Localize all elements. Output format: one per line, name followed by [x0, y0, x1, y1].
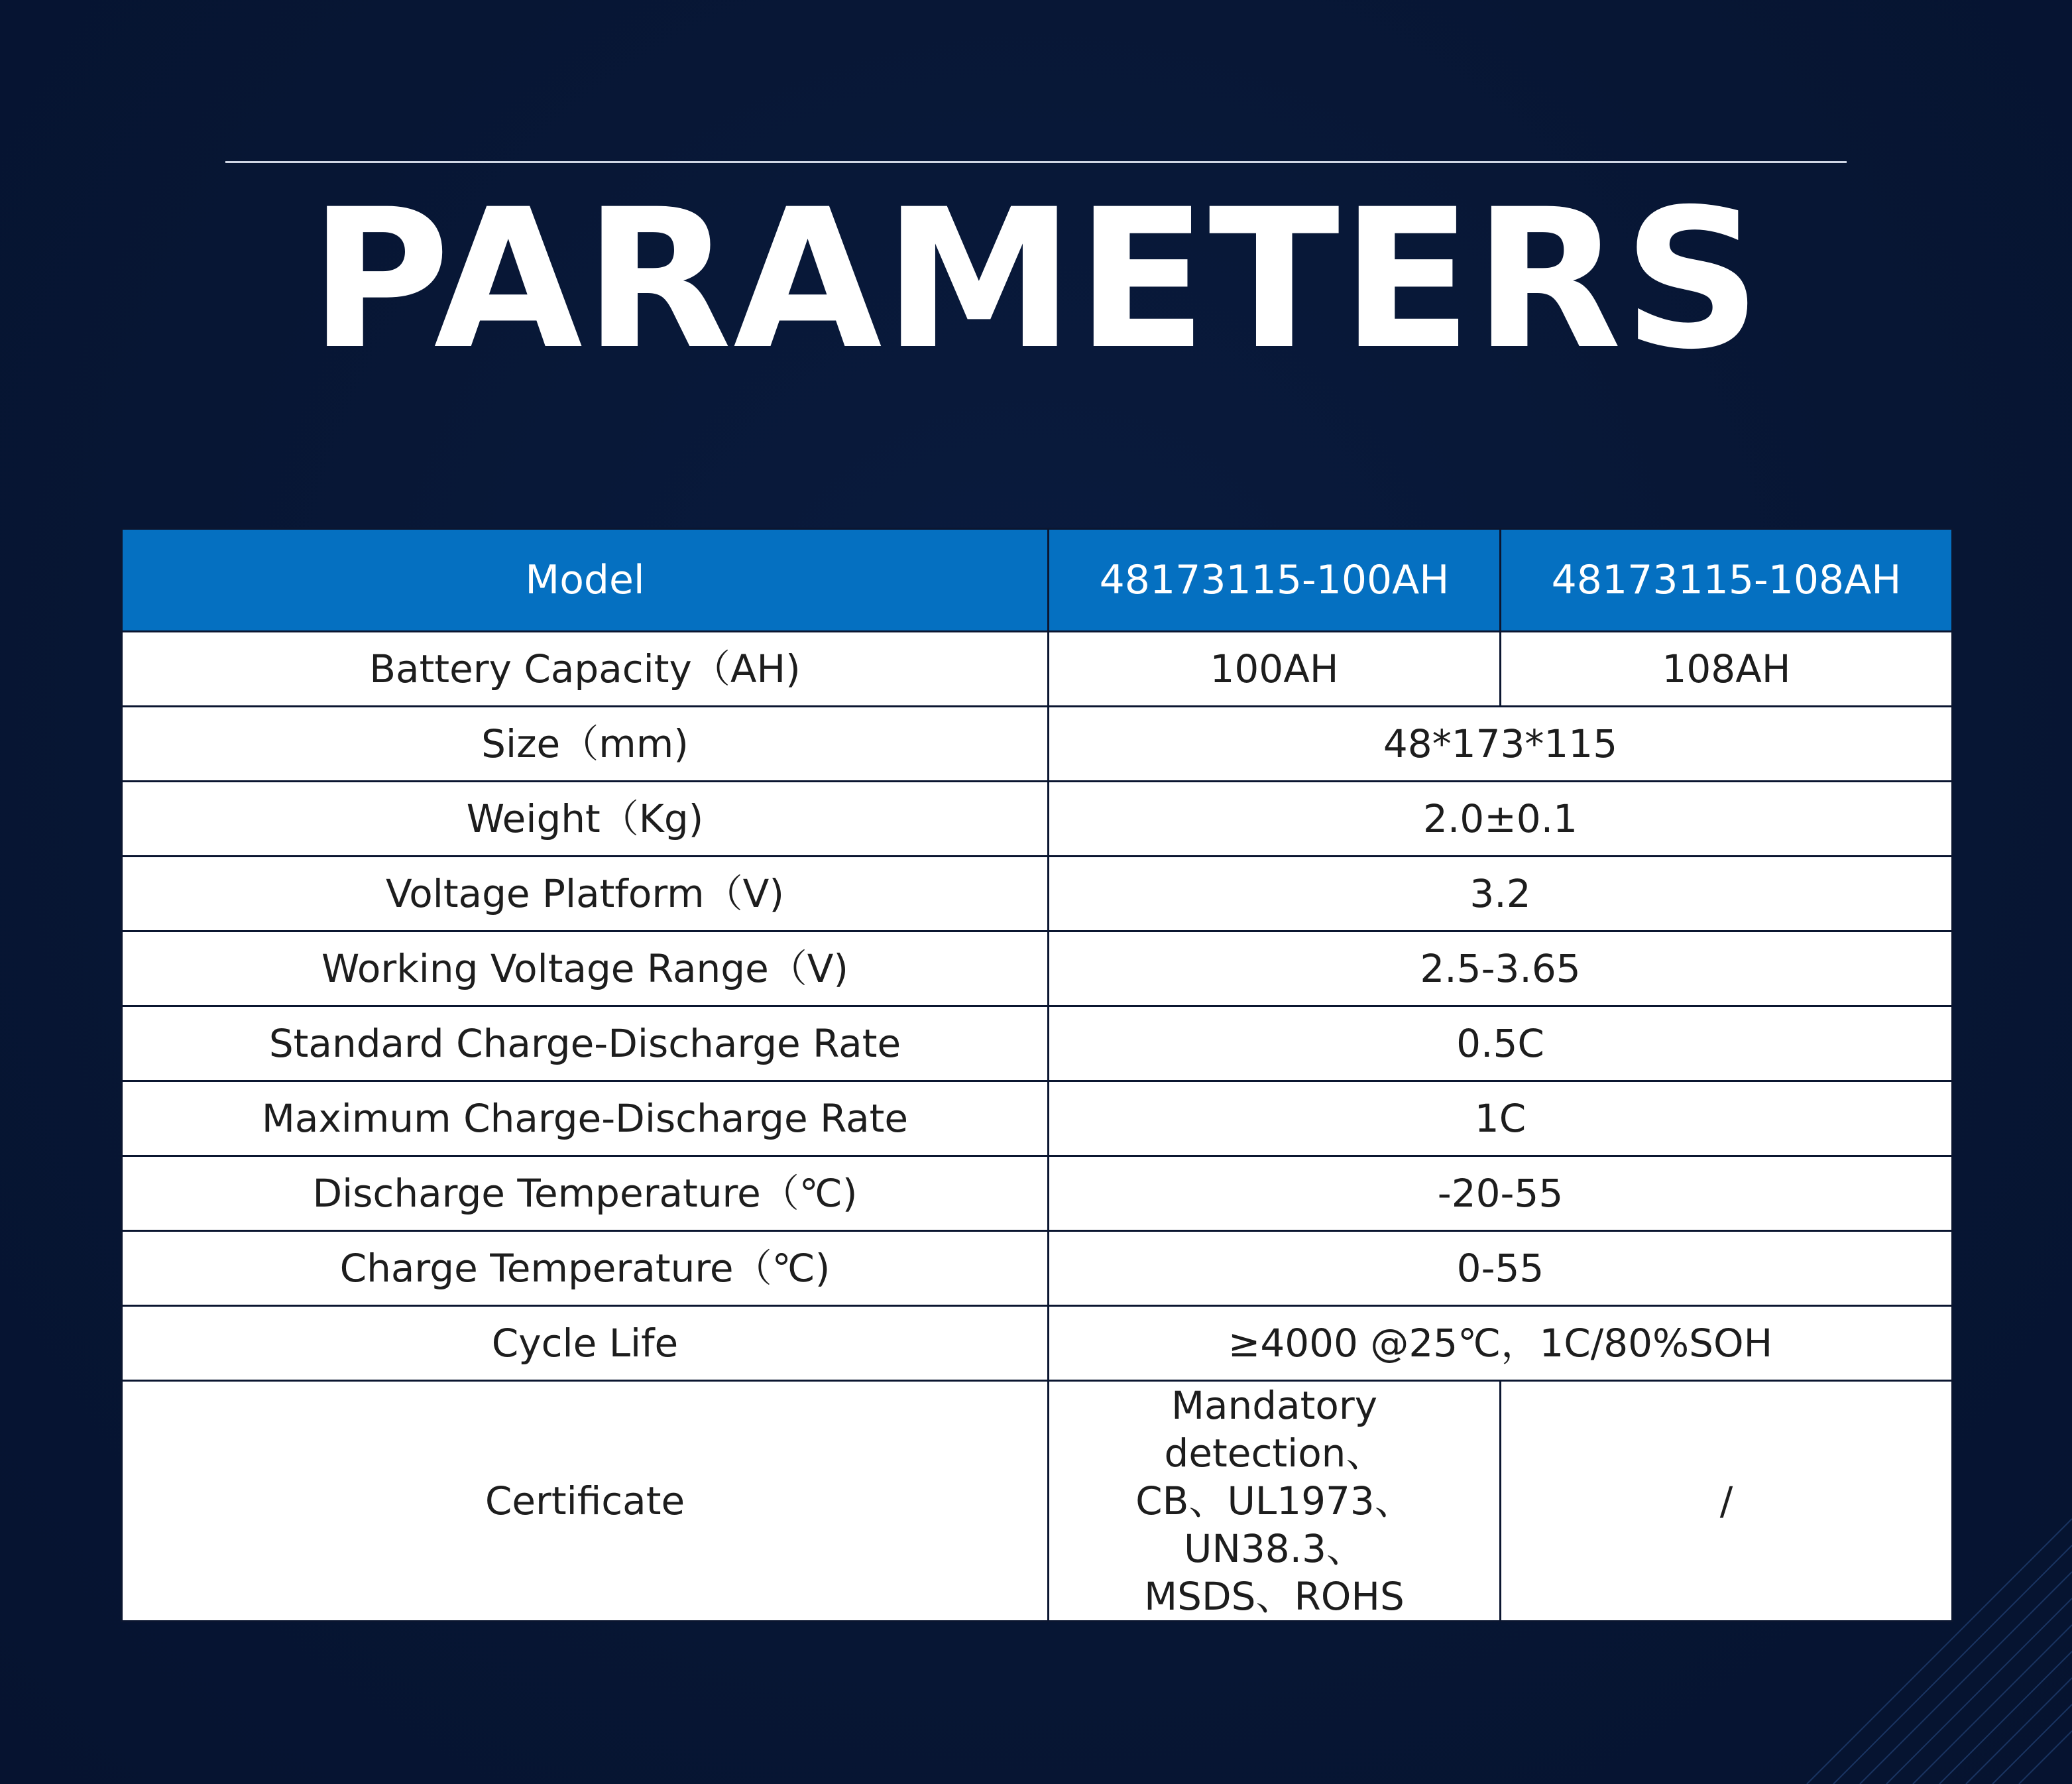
- table-row: [122, 782, 1953, 857]
- row-label: Certificate: [122, 1381, 1049, 1622]
- table-row-certificate: [122, 1381, 1953, 1622]
- row-value: 1C: [1049, 1081, 1953, 1156]
- certificate-line: CB、UL1973、UN38.3、: [1135, 1478, 1413, 1571]
- row-value: 0-55: [1049, 1231, 1953, 1306]
- row-label: Voltage Platform（V): [122, 857, 1049, 931]
- row-value: 3.2: [1049, 857, 1953, 931]
- row-value: 0.5C: [1049, 1006, 1953, 1081]
- header-model-108ah: 48173115-108AH: [1501, 529, 1953, 632]
- certificate-line: MSDS、ROHS: [1144, 1574, 1405, 1619]
- row-label: Cycle Life: [122, 1306, 1049, 1381]
- row-value: 2.5-3.65: [1049, 931, 1953, 1006]
- parameters-table: [121, 528, 1953, 1622]
- row-label: Charge Temperature（℃): [122, 1231, 1049, 1306]
- table-row: [122, 1306, 1953, 1381]
- certificate-line: Mandatory detection、: [1164, 1383, 1385, 1476]
- table-row: [122, 1006, 1953, 1081]
- row-value: 48*173*115: [1049, 707, 1953, 782]
- table-row: [122, 857, 1953, 931]
- row-label: Battery Capacity（AH): [122, 632, 1049, 707]
- row-label: Working Voltage Range（V): [122, 931, 1049, 1006]
- capacity-value-108ah: 108AH: [1501, 632, 1953, 707]
- header-label: Model: [122, 529, 1049, 632]
- certificate-value-108ah: /: [1501, 1381, 1953, 1622]
- row-value: ≥4000 @25℃，1C/80%SOH: [1049, 1306, 1953, 1381]
- row-label: Maximum Charge-Discharge Rate: [122, 1081, 1049, 1156]
- title-divider: [225, 161, 1847, 163]
- row-value: -20-55: [1049, 1156, 1953, 1231]
- table-row: [122, 1231, 1953, 1306]
- row-label: Standard Charge-Discharge Rate: [122, 1006, 1049, 1081]
- row-label: Size（mm): [122, 707, 1049, 782]
- table-row: [122, 707, 1953, 782]
- capacity-value-100ah: 100AH: [1049, 632, 1501, 707]
- certificate-value-100ah: [1049, 1381, 1501, 1622]
- table-header-row: [122, 529, 1953, 632]
- table-row: [122, 1156, 1953, 1231]
- table-row: [122, 632, 1953, 707]
- row-value: 2.0±0.1: [1049, 782, 1953, 857]
- table-row: [122, 1081, 1953, 1156]
- header-model-100ah: 48173115-100AH: [1049, 529, 1501, 632]
- page-title: PARAMETERS: [309, 168, 1763, 392]
- row-label: Discharge Temperature（℃): [122, 1156, 1049, 1231]
- table-row: [122, 931, 1953, 1006]
- row-label: Weight（Kg): [122, 782, 1049, 857]
